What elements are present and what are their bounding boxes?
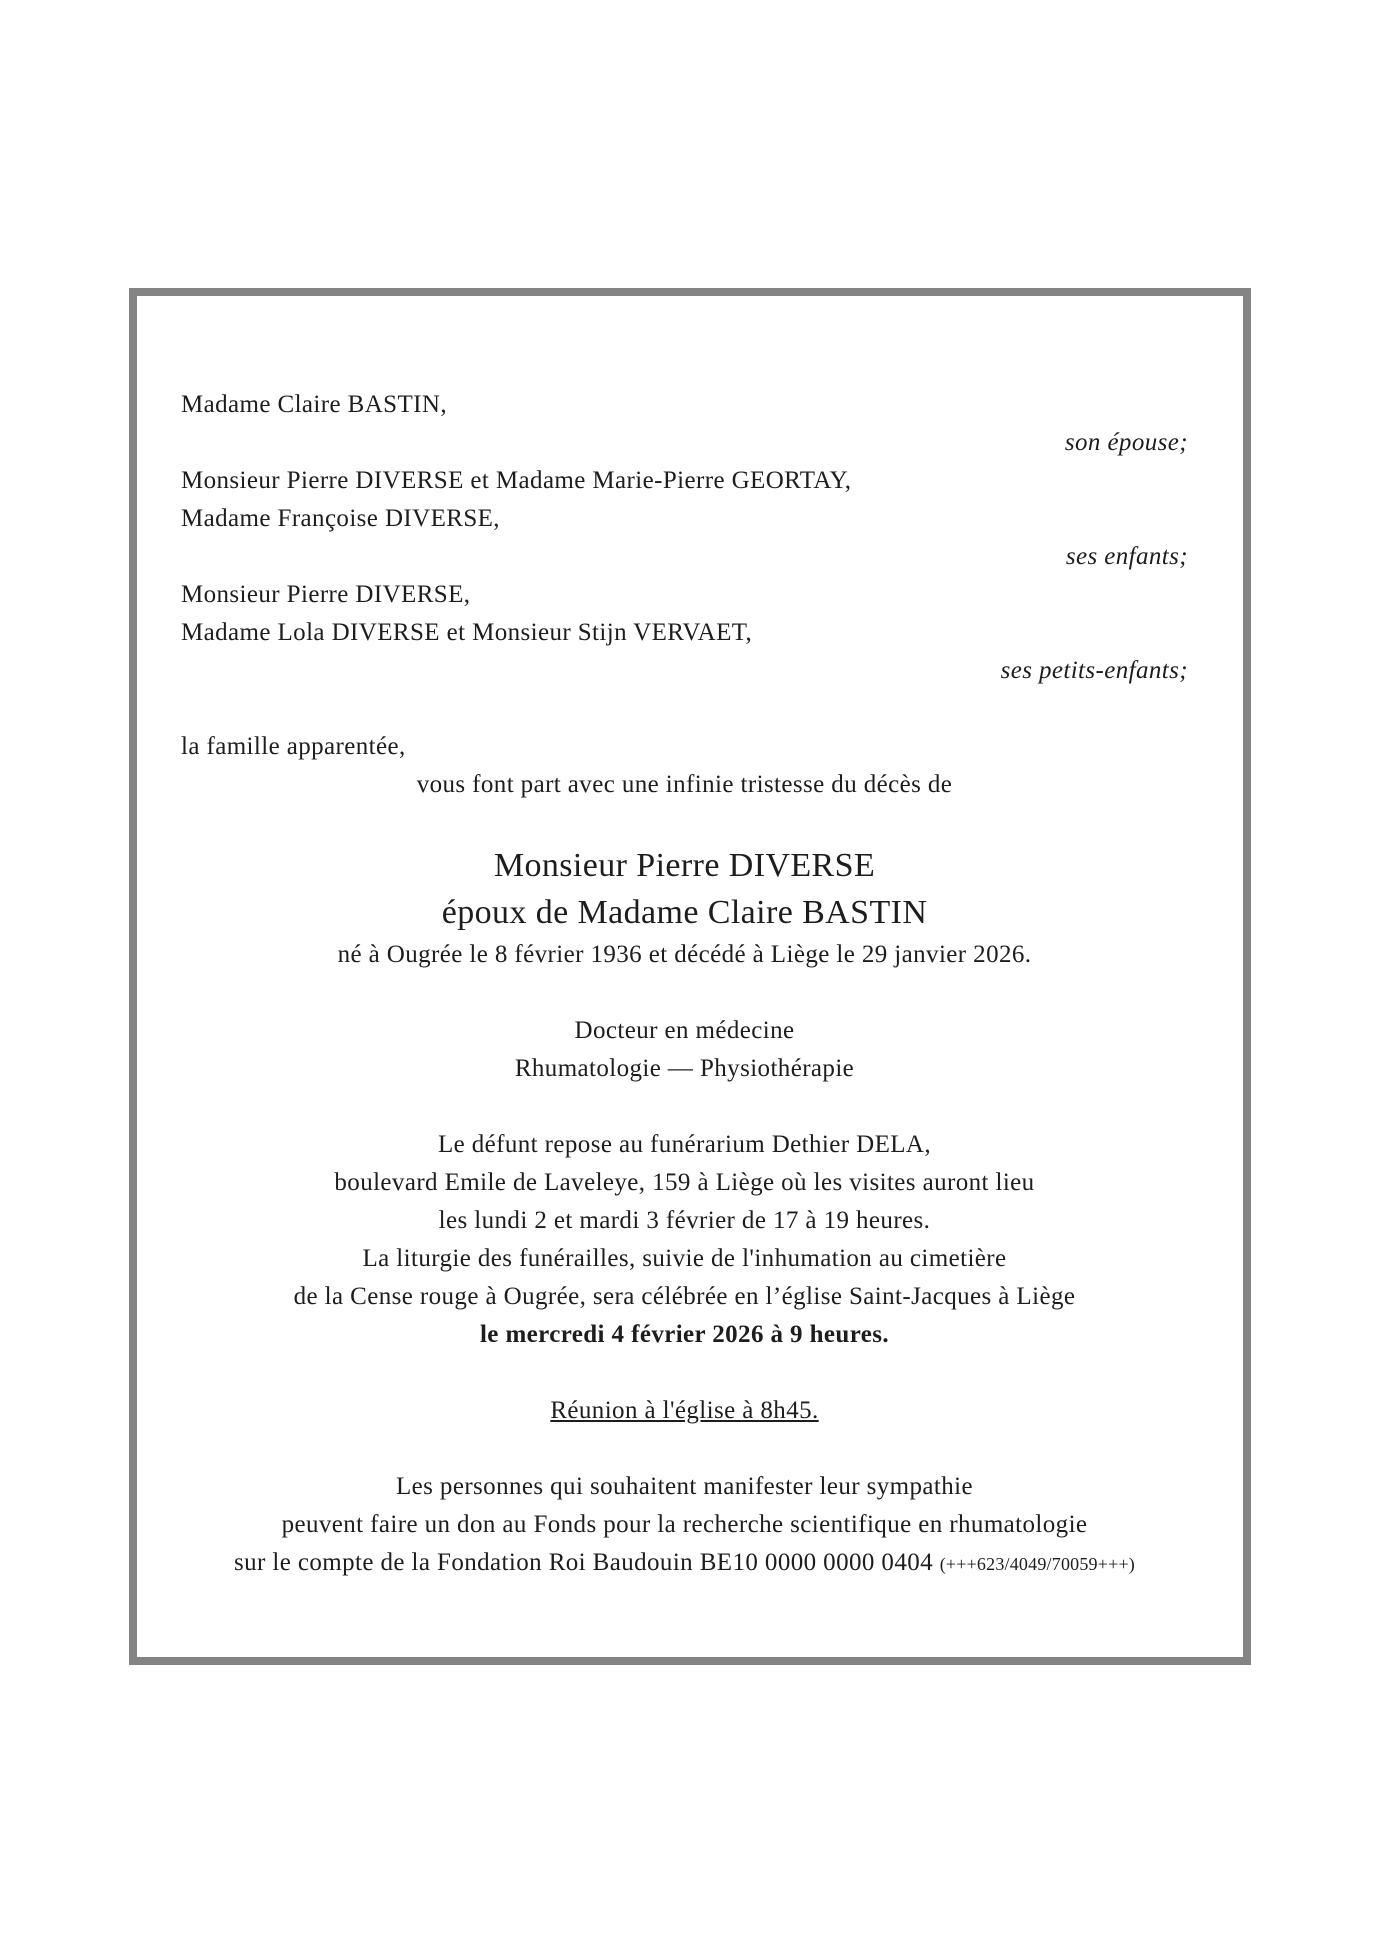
intro-block xyxy=(181,728,1188,804)
professional-title-line: Docteur en médecine xyxy=(574,1017,795,1044)
donation-line: peuvent faire un don au Fonds pour la recherche scientifique en rhumatologie xyxy=(281,1511,1088,1538)
document-frame xyxy=(129,288,1251,1665)
relative-name-line: Monsieur Pierre DIVERSE et Madame Marie-Pierre GEORTAY, xyxy=(181,467,852,494)
relative-name-line: Madame Lola DIVERSE et Monsieur Stijn VERVAET, xyxy=(181,619,753,646)
meeting-line-wrapper xyxy=(181,1392,1188,1430)
relation-label-grandchildren: ses petits-enfants; xyxy=(1000,657,1188,684)
meeting-block xyxy=(181,1392,1188,1430)
family-line: la famille apparentée, xyxy=(181,733,406,760)
donation-line: Les personnes qui souhaitent manifester leur sympathie xyxy=(395,1473,973,1500)
funeral-home-line: Le défunt repose au funérarium Dethier DELA, xyxy=(437,1131,932,1158)
relative-name-line: Monsieur Pierre DIVERSE, xyxy=(181,581,471,608)
ceremony-date-line: le mercredi 4 février 2026 à 9 heures. xyxy=(479,1321,890,1348)
visiting-hours-line: les lundi 2 et mardi 3 février de 17 à 19 heures. xyxy=(438,1207,931,1234)
deceased-name: Monsieur Pierre DIVERSE xyxy=(493,847,876,884)
donation-account-text: sur le compte de la Fondation Roi Baudouin BE10 0000 0000 0404 xyxy=(233,1549,934,1576)
relatives-block xyxy=(181,386,1188,690)
deceased-life-dates: né à Ougrée le 8 février 1936 et décédé à Liège le 29 janvier 2026. xyxy=(337,941,1032,968)
relative-name-line: Madame Claire BASTIN, xyxy=(181,391,447,418)
relation-label-children: ses enfants; xyxy=(1065,543,1188,570)
donation-reference: (+++623/4049/70059+++) xyxy=(939,1554,1135,1574)
deceased-spouse-line: époux de Madame Claire BASTIN xyxy=(441,894,928,931)
intro-line: vous font part avec une infinie tristesse du décès de xyxy=(416,771,953,798)
professional-specialty-line: Rhumatologie — Physiothérapie xyxy=(514,1055,855,1082)
donation-account-line xyxy=(181,1544,1188,1583)
funeral-details-block xyxy=(181,1126,1188,1354)
meeting-line: Réunion à l'église à 8h45. xyxy=(550,1397,819,1424)
professional-titles-block xyxy=(181,1012,1188,1088)
donation-block xyxy=(181,1468,1188,1583)
deceased-block xyxy=(181,842,1188,974)
funeral-address-line: boulevard Emile de Laveleye, 159 à Liège où les visites auront lieu xyxy=(334,1169,1035,1196)
liturgy-line: La liturgie des funérailles, suivie de l'inhumation au cimetière xyxy=(362,1245,1007,1272)
document-content xyxy=(137,296,1243,1583)
relative-name-line: Madame Françoise DIVERSE, xyxy=(181,505,500,532)
relation-label-spouse: son épouse; xyxy=(1064,429,1188,456)
church-line: de la Cense rouge à Ougrée, sera célébrée en l’église Saint-Jacques à Liège xyxy=(293,1283,1076,1310)
